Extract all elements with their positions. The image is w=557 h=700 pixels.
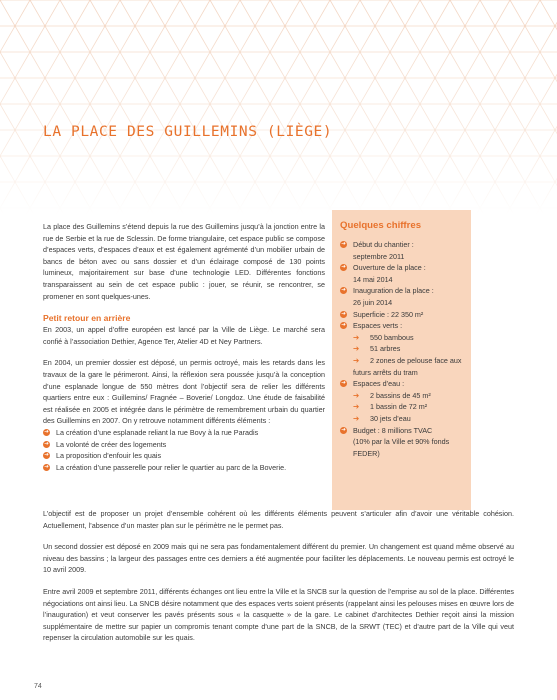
- arrow-bullet-icon: ➔: [341, 322, 346, 329]
- arrow-bullet-icon: ➔: [341, 310, 346, 317]
- arrow-bullet-icon: ➔: [341, 287, 346, 294]
- page-title: LA PLACE DES GUILLEMINS (LIÈGE): [43, 124, 333, 140]
- figure-item: ➔ Inauguration de la place :: [341, 286, 434, 296]
- figure-subitem: ➔ 550 bambous: [353, 332, 414, 342]
- arrow-bullet-icon: ➔: [44, 428, 49, 435]
- figure-item: FEDER): [353, 448, 380, 458]
- figure-subitem: ➔ 2 bassins de 45 m²: [353, 390, 431, 400]
- figure-item: ➔ Début du chantier :: [341, 240, 414, 249]
- list-item: [43, 462, 325, 474]
- key-figures-box: [332, 210, 471, 510]
- section-heading: Petit retour en arrière: [43, 313, 131, 324]
- paragraph: Un second dossier est déposé en 2009 mais qui ne sera pas fondamentalement différent du premier. Un changement est quand même observé au niveau des bassins ; la largeur des passages entre ces derniers a été augmentée pour faciliter les déplacements. Le nouveau permis est octroyé le 10 avril 2009.: [43, 542, 514, 575]
- figure-subitem: ➔ 1 bassin de 72 m²: [353, 402, 428, 412]
- figure-subitem: ➔ 2 zones de pelouse face aux: [353, 355, 462, 365]
- arrow-bullet-icon: ➔: [44, 440, 49, 447]
- paragraph-2003: En 2003, un appel d’offre européen est lancé par la Ville de Liège. Le marché sera confié à l’association Dethier, Agence Ter, Atelier 4D et Ney Partners.: [43, 325, 325, 346]
- figure-item: futurs arrêts du tram: [353, 367, 418, 377]
- arrow-icon: ➔: [353, 413, 360, 423]
- list-item-text: La volonté de créer des logements: [56, 439, 167, 449]
- key-figures-heading: Quelques chiffres: [340, 220, 422, 231]
- arrow-bullet-icon: ➔: [44, 463, 49, 470]
- arrow-icon: ➔: [353, 355, 360, 365]
- figure-item: ➔ Espaces d’eau :: [341, 379, 405, 389]
- figure-item: septembre 2011: [353, 251, 405, 261]
- arrow-bullet-icon: ➔: [341, 241, 346, 247]
- list-item: [43, 450, 325, 462]
- paragraph: Entre avril 2009 et septembre 2011, différents échanges ont lieu entre la Ville et la SNCB sur la question de l’emprise au sol de la place. Différentes négociations ont ainsi lieu. La SNCB désire notamment que des espaces verts soient présents (rappelant ainsi les pelouses mises en œuvre lors de l’inauguration) et veut conserver les pavés présents sous « la casquette » de la gare. Le cabinet d’architectes Dethier reçoit ainsi la mission supplémentaire de mettre sur papier un compromis tenant compte d’une part de la SNCB, de la SRWT (TEC) et d’autre part de la Ville qui veut repenser la circulation automobile sur les quais.: [43, 586, 514, 643]
- list-item-text: La création d’une passerelle pour relier le quartier au parc de la Boverie.: [56, 462, 287, 472]
- paragraph-2004: En 2004, un premier dossier est déposé, un permis octroyé, mais les retards dans les travaux de la gare le périmeront. Ainsi, la réflexion sera poussée jusqu’à la conception d’une esplanade longue de 550 mètres dont l’objectif sera de relier les différents quartiers entre eux : Guillemins/ Fragnée – Boverie/ Longdoz. Une étude de faisabilité est réalisée en 2005 et intégrée dans le périmètre de remembrement urbain du quartier des Guillemins en 2007. On y retrouve notamment différents éléments :: [43, 358, 325, 426]
- list-item: [43, 439, 325, 451]
- arrow-bullet-icon: ➔: [44, 452, 49, 459]
- key-figures-list: [340, 239, 463, 459]
- figure-subitem: ➔ 30 jets d’eau: [353, 413, 411, 423]
- page-number: 74: [34, 683, 42, 690]
- list-item-text: La création d’une esplanade reliant la rue Bovy à la rue Paradis: [56, 427, 259, 437]
- paragraph: L’objectif est de proposer un projet d’ensemble cohérent où les différents éléments peuvent s’articuler afin d’avoir une véritable cohésion. Actuellement, l’absence d’un master plan sur le périmètre ne le permet pas.: [43, 509, 514, 530]
- figure-item: ➔ Espaces verts :: [341, 321, 403, 331]
- arrow-icon: ➔: [353, 402, 360, 412]
- figure-item: 14 mai 2014: [353, 274, 393, 284]
- figure-item: (10% par la Ville et 90% fonds: [353, 437, 450, 447]
- figure-item: ➔ Budget : 8 millions TVAC: [341, 425, 433, 435]
- figure-item: 26 juin 2014: [353, 297, 393, 307]
- intro-paragraph: La place des Guillemins s’étend depuis la rue des Guillemins jusqu’à la jonction entre la rue de Serbie et la rue de Sclessin. De forme triangulaire, cet espace public se compose d’espaces verts, d’espaces d’eaux et est également agrémenté d’un mobilier urbain de bancs de béton avec ou sans dossier et d’un éclairage composé de 130 points lumineux, majoritairement sur base d’une technologie LED. Différentes fonctions transparaissent au sein de cet espace public : jouer, se réunir, se rencontrer, se promener en sont quelques-unes.: [43, 222, 325, 301]
- full-width-text: [43, 508, 514, 644]
- list-item: [43, 427, 325, 439]
- figure-item: ➔ Superficie : 22 350 m²: [341, 309, 424, 319]
- arrow-icon: ➔: [353, 344, 360, 354]
- elements-list: [43, 427, 325, 473]
- figure-item: ➔ Ouverture de la place :: [341, 263, 426, 273]
- decorative-triangle-pattern: [0, 0, 557, 215]
- list-item-text: La proposition d’enfouir les quais: [56, 451, 162, 461]
- main-column: [43, 221, 325, 473]
- arrow-bullet-icon: ➔: [341, 264, 346, 271]
- arrow-icon: ➔: [353, 390, 360, 400]
- figure-subitem: ➔ 51 arbres: [353, 344, 401, 354]
- arrow-bullet-icon: ➔: [341, 426, 346, 433]
- arrow-icon: ➔: [353, 332, 360, 342]
- arrow-bullet-icon: ➔: [341, 380, 346, 387]
